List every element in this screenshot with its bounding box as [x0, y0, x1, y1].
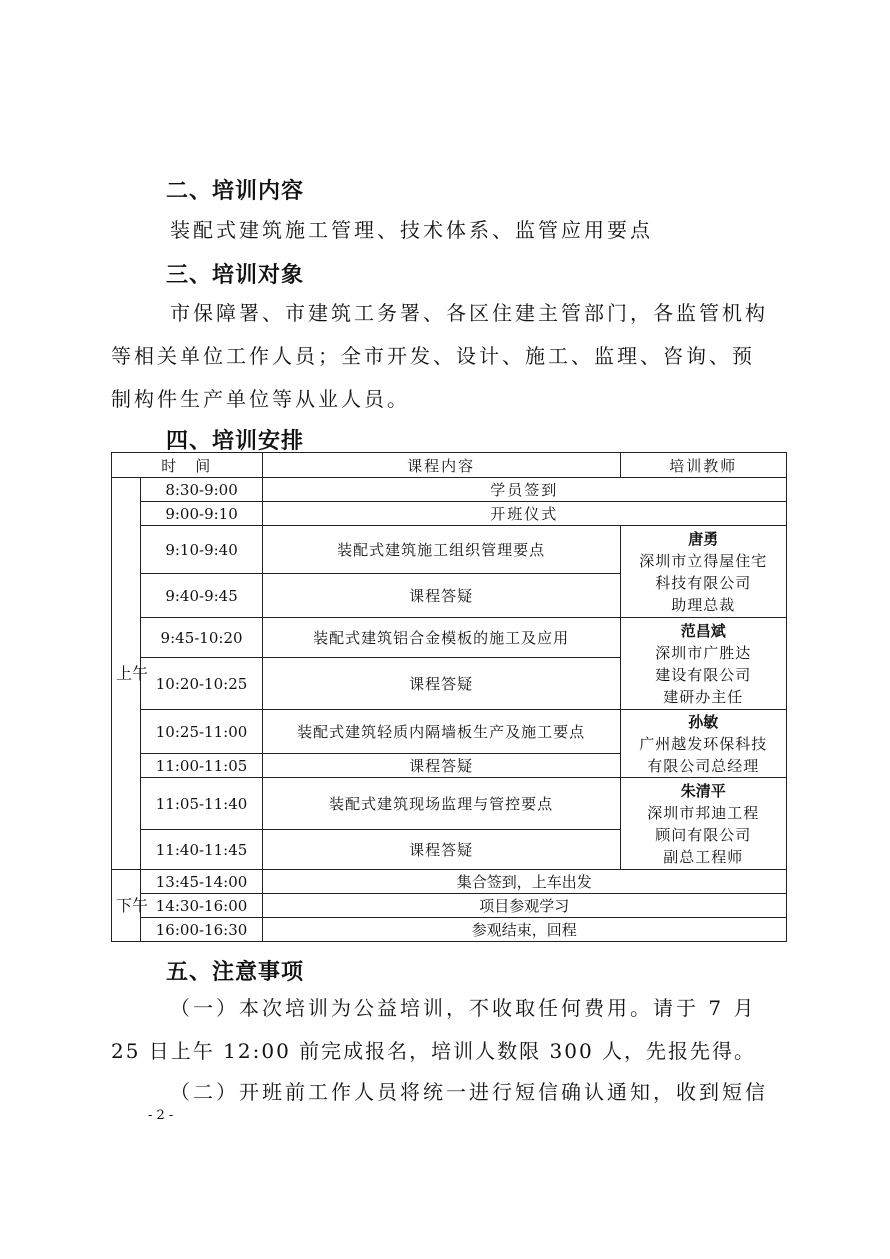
time-cell: 9:10-9:40 — [141, 526, 262, 574]
morning-label: 上午 — [112, 478, 141, 870]
teacher-org-line: 深圳市立得屋住宅 — [639, 551, 768, 570]
teacher-name: 朱清平 — [680, 781, 726, 800]
course-cell: 装配式建筑施工组织管理要点 — [262, 526, 620, 574]
course-cell: 集合签到，上车出发 — [262, 870, 786, 894]
time-cell: 11:40-11:45 — [141, 830, 262, 870]
header-teacher: 培训教师 — [620, 453, 786, 478]
course-cell: 装配式建筑轻质内隔墙板生产及施工要点 — [262, 710, 620, 754]
table-row — [112, 918, 787, 942]
time-cell: 9:45-10:20 — [141, 618, 262, 658]
course-cell: 学员签到 — [262, 478, 786, 502]
time-cell: 10:20-10:25 — [141, 658, 262, 710]
section-3-line-3: 制构件生产单位等从业人员。 — [111, 387, 410, 411]
teacher-name: 唐勇 — [688, 529, 719, 548]
table-row — [112, 870, 787, 894]
teacher-cell — [620, 778, 786, 870]
section-5-title: 五、注意事项 — [166, 960, 305, 985]
teacher-org-line: 广州越发环保科技 — [639, 734, 768, 753]
time-cell: 9:40-9:45 — [141, 574, 262, 618]
section-2-text: 装配式建筑施工管理、技术体系、监管应用要点 — [170, 218, 653, 242]
section-3-line-2: 等相关单位工作人员；全市开发、设计、施工、监理、咨询、预 — [111, 344, 755, 368]
course-cell: 项目参观学习 — [262, 894, 786, 918]
time-cell: 10:25-11:00 — [141, 710, 262, 754]
table-header-row — [112, 453, 787, 478]
section-3-line-1: 市保障署、市建筑工务署、各区住建主管部门，各监管机构 — [170, 301, 768, 325]
table-row — [112, 710, 787, 754]
afternoon-label: 下午 — [112, 870, 141, 942]
course-cell: 课程答疑 — [262, 574, 620, 618]
teacher-title: 建研办主任 — [663, 687, 744, 706]
course-cell: 开班仪式 — [262, 502, 786, 526]
training-schedule-table — [111, 452, 787, 942]
table-row — [112, 478, 787, 502]
section-3-title: 三、培训对象 — [166, 263, 305, 288]
time-cell: 14:30-16:00 — [141, 894, 262, 918]
course-cell: 装配式建筑铝合金模板的施工及应用 — [262, 618, 620, 658]
section-5-line-3: （二）开班前工作人员将统一进行短信确认通知，收到短信 — [170, 1080, 768, 1104]
time-cell: 8:30-9:00 — [141, 478, 262, 502]
teacher-org-line: 深圳市邦迪工程 — [647, 803, 760, 822]
course-cell: 装配式建筑现场监理与管控要点 — [262, 778, 620, 830]
course-cell: 课程答疑 — [262, 830, 620, 870]
teacher-title: 助理总裁 — [671, 595, 736, 614]
table-row — [112, 894, 787, 918]
course-cell: 课程答疑 — [262, 754, 620, 778]
time-cell: 9:00-9:10 — [141, 502, 262, 526]
table-row — [112, 778, 787, 830]
teacher-name: 孙敏 — [688, 712, 719, 731]
teacher-org-line: 建设有限公司 — [655, 665, 752, 684]
section-4-title: 四、培训安排 — [166, 429, 305, 454]
table-row — [112, 618, 787, 658]
section-5-line-2: 25 日上午 12:00 前完成报名，培训人数限 300 人，先报先得。 — [111, 1039, 757, 1063]
section-5-line-1: （一）本次培训为公益培训，不收取任何费用。请于 7 月 — [170, 996, 757, 1020]
header-time: 时 间 — [112, 453, 263, 478]
section-2-title: 二、培训内容 — [166, 179, 305, 204]
teacher-title: 副总工程师 — [663, 847, 744, 866]
course-cell: 课程答疑 — [262, 658, 620, 710]
teacher-org-line: 有限公司总经理 — [647, 756, 760, 775]
teacher-cell — [620, 710, 786, 778]
table-row — [112, 502, 787, 526]
table-row — [112, 526, 787, 574]
course-cell: 参观结束，回程 — [262, 918, 786, 942]
teacher-cell — [620, 618, 786, 710]
teacher-name: 范昌斌 — [680, 621, 726, 640]
teacher-org-line: 深圳市广胜达 — [655, 643, 752, 662]
teacher-cell — [620, 526, 786, 618]
teacher-org-line: 科技有限公司 — [655, 573, 752, 592]
time-cell: 13:45-14:00 — [141, 870, 262, 894]
header-course: 课程内容 — [262, 453, 620, 478]
time-cell: 11:05-11:40 — [141, 778, 262, 830]
page-number: - 2 - — [148, 1108, 174, 1123]
teacher-org-line: 顾问有限公司 — [655, 825, 752, 844]
time-cell: 16:00-16:30 — [141, 918, 262, 942]
time-cell: 11:00-11:05 — [141, 754, 262, 778]
